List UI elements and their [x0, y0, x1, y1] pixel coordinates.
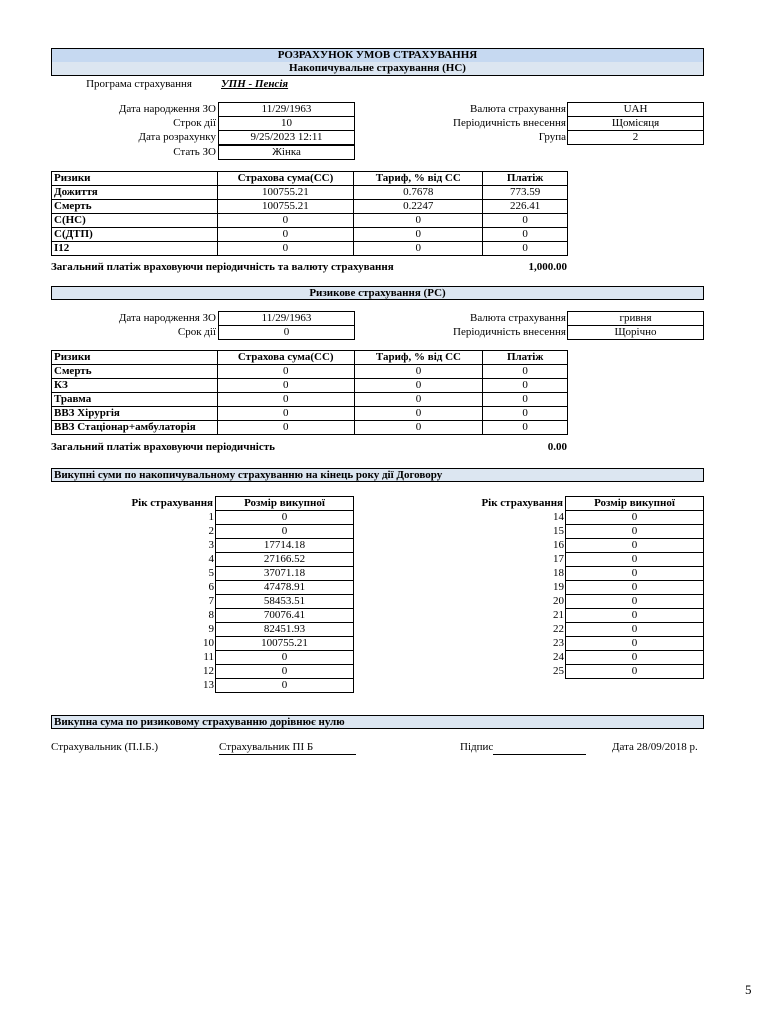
year: 12 — [203, 665, 214, 677]
year: 4 — [208, 553, 214, 565]
table-row — [401, 553, 704, 567]
buyout-amount: 0 — [566, 511, 704, 525]
buyout-amount: 0 — [566, 637, 704, 651]
buyout-amount: 27166.52 — [216, 553, 354, 567]
risk-name: І12 — [52, 242, 218, 256]
signature-line — [493, 740, 586, 755]
insured-sum: 0 — [217, 407, 354, 421]
tariff: 0.2247 — [354, 200, 483, 214]
buyout-col-year: Рік страхування — [131, 497, 213, 509]
insured-sum: 0 — [217, 393, 354, 407]
risk-name: Дожиття — [52, 186, 218, 200]
rs-col-sum: Страхова сума(СС) — [217, 351, 354, 365]
year: 5 — [208, 567, 214, 579]
document-date: Дата 28/09/2018 р. — [612, 741, 698, 753]
ns-gender-label: Стать ЗО — [173, 146, 216, 158]
rs-table-header-row — [52, 351, 568, 365]
payment: 0 — [483, 365, 568, 379]
buyout-table-left — [51, 496, 354, 693]
ns-birthdate-label: Дата народження ЗО — [118, 103, 216, 115]
insured-sum: 0 — [217, 365, 354, 379]
tariff: 0 — [354, 242, 483, 256]
year: 6 — [208, 581, 214, 593]
rs-total-label: Загальний платіж враховуючи періодичність — [51, 441, 275, 453]
buyout-amount: 0 — [566, 609, 704, 623]
table-row — [51, 581, 354, 595]
rs-periodicity-value: Щорічно — [567, 325, 704, 340]
risk-name: КЗ — [52, 379, 218, 393]
table-row — [51, 553, 354, 567]
ns-calc-date-label: Дата розрахунку — [138, 131, 216, 143]
rs-periodicity-label: Періодичність внесення — [453, 326, 566, 338]
buyout-amount: 0 — [566, 525, 704, 539]
buyout-amount: 0 — [566, 623, 704, 637]
payment: 0 — [483, 407, 568, 421]
table-row — [51, 595, 354, 609]
buyout-amount: 0 — [566, 651, 704, 665]
insured-sum: 0 — [217, 379, 354, 393]
table-row — [401, 511, 704, 525]
buyout-table-right — [401, 496, 704, 679]
table-row — [51, 623, 354, 637]
payment: 0 — [483, 379, 568, 393]
rs-currency-value: гривня — [567, 311, 704, 326]
tariff: 0 — [354, 228, 483, 242]
buyout-amount: 0 — [566, 539, 704, 553]
program-value: УПН - Пенсія — [221, 78, 289, 90]
table-row — [401, 595, 704, 609]
year: 9 — [208, 623, 214, 635]
table-row — [51, 637, 354, 651]
risk-name: Смерть — [52, 365, 218, 379]
ns-col-payment: Платіж — [483, 172, 568, 186]
payment: 0 — [483, 393, 568, 407]
table-row — [52, 200, 568, 214]
rs-col-risks: Ризики — [52, 351, 218, 365]
risk-name: ВВЗ Хірургія — [52, 407, 218, 421]
rs-total-value: 0.00 — [547, 441, 567, 453]
year: 3 — [208, 539, 214, 551]
program-label: Програма страхування — [86, 78, 192, 90]
insured-sum: 0 — [217, 214, 354, 228]
table-row — [401, 651, 704, 665]
year: 25 — [553, 665, 564, 677]
ns-birthdate-value: 11/29/1963 — [218, 102, 355, 117]
buyout-amount: 0 — [216, 665, 354, 679]
year: 7 — [208, 595, 214, 607]
table-row — [401, 637, 704, 651]
ns-col-sum: Страхова сума(СС) — [217, 172, 354, 186]
ns-group-label: Група — [538, 131, 566, 143]
year: 16 — [553, 539, 564, 551]
ns-total-label: Загальний платіж враховуючи періодичність та валюту страхування — [51, 261, 394, 273]
year: 13 — [203, 679, 214, 691]
ns-term-value: 10 — [218, 116, 355, 131]
ns-total-value: 1,000.00 — [528, 261, 567, 273]
buyout-amount: 47478.91 — [216, 581, 354, 595]
rs-total — [51, 440, 567, 454]
year: 19 — [553, 581, 564, 593]
table-row — [52, 421, 568, 435]
payment: 0 — [483, 421, 568, 435]
ns-section-header: Накопичувальне страхування (НС) — [51, 62, 704, 76]
table-row — [51, 609, 354, 623]
ns-periodicity-value: Щомісяця — [567, 116, 704, 131]
ns-risks-table — [51, 171, 568, 256]
insured-sum: 100755.21 — [217, 186, 354, 200]
buyout-left-header-row — [51, 497, 354, 511]
risk-name: Травма — [52, 393, 218, 407]
year: 21 — [553, 609, 564, 621]
ns-group-value: 2 — [567, 130, 704, 145]
tariff: 0 — [354, 214, 483, 228]
ns-col-tariff: Тариф, % від СС — [354, 172, 483, 186]
tariff: 0 — [354, 407, 483, 421]
signature-label: Підпис — [460, 741, 494, 753]
payment: 0 — [483, 214, 568, 228]
year: 15 — [553, 525, 564, 537]
page-title: РОЗРАХУНОК УМОВ СТРАХУВАННЯ — [51, 48, 704, 62]
tariff: 0 — [354, 393, 483, 407]
table-row — [51, 539, 354, 553]
risk-buyout-note: Викупна сума по ризиковому страхуванню дорівнює нулю — [51, 715, 704, 729]
year: 18 — [553, 567, 564, 579]
ns-periodicity-label: Періодичність внесення — [453, 117, 566, 129]
buyout-section-header: Викупні суми по накопичувальному страхуванню на кінець року дії Договору — [51, 468, 704, 482]
table-row — [401, 665, 704, 679]
buyout-amount: 0 — [216, 525, 354, 539]
year: 22 — [553, 623, 564, 635]
rs-term-value: 0 — [218, 325, 355, 340]
risk-name: ВВЗ Стаціонар+амбулаторія — [52, 421, 218, 435]
year: 8 — [208, 609, 214, 621]
buyout-amount: 58453.51 — [216, 595, 354, 609]
buyout-right-header-row — [401, 497, 704, 511]
buyout-amount: 82451.93 — [216, 623, 354, 637]
ns-col-risks: Ризики — [52, 172, 218, 186]
buyout-amount: 100755.21 — [216, 637, 354, 651]
table-row — [401, 539, 704, 553]
signature-field — [460, 740, 586, 755]
table-row — [52, 365, 568, 379]
year: 11 — [203, 651, 214, 663]
rs-currency-label: Валюта страхування — [469, 312, 566, 324]
rs-col-payment: Платіж — [483, 351, 568, 365]
ns-gender-value: Жінка — [218, 145, 355, 160]
table-row — [51, 665, 354, 679]
rs-col-tariff: Тариф, % від СС — [354, 351, 483, 365]
table-row — [401, 567, 704, 581]
rs-birthdate-value: 11/29/1963 — [218, 311, 355, 326]
insured-sum: 100755.21 — [217, 200, 354, 214]
ns-term-label: Строк дії — [173, 117, 216, 129]
buyout-amount: 0 — [566, 665, 704, 679]
table-row — [51, 525, 354, 539]
rs-section-header: Ризикове страхування (РС) — [51, 286, 704, 300]
table-row — [51, 511, 354, 525]
buyout-col-size-right: Розмір викупної — [566, 497, 704, 511]
ns-currency-label: Валюта страхування — [469, 103, 566, 115]
table-row — [52, 242, 568, 256]
table-row — [52, 186, 568, 200]
tariff: 0 — [354, 379, 483, 393]
buyout-amount: 0 — [566, 553, 704, 567]
rs-birthdate-label: Дата народження ЗО — [118, 312, 216, 324]
insurer-name-value: Страхувальник ПІ Б — [219, 740, 356, 755]
year: 14 — [553, 511, 564, 523]
ns-total — [51, 260, 567, 274]
page-number: 5 — [745, 982, 752, 997]
year: 17 — [553, 553, 564, 565]
year: 20 — [553, 595, 564, 607]
table-row — [401, 581, 704, 595]
insured-sum: 0 — [217, 421, 354, 435]
tariff: 0.7678 — [354, 186, 483, 200]
buyout-amount: 0 — [566, 581, 704, 595]
year: 24 — [553, 651, 564, 663]
payment: 0 — [483, 228, 568, 242]
ns-table-header-row — [52, 172, 568, 186]
table-row — [52, 407, 568, 421]
table-row — [52, 214, 568, 228]
table-row — [52, 228, 568, 242]
buyout-amount: 0 — [216, 511, 354, 525]
buyout-amount: 17714.18 — [216, 539, 354, 553]
ns-currency-value: UAH — [567, 102, 704, 117]
insured-sum: 0 — [217, 242, 354, 256]
table-row — [52, 393, 568, 407]
insurer-name — [219, 740, 356, 755]
rs-term-label: Срок дії — [177, 326, 216, 338]
table-row — [51, 567, 354, 581]
payment: 773.59 — [483, 186, 568, 200]
buyout-amount: 0 — [216, 679, 354, 693]
year: 2 — [208, 525, 214, 537]
payment: 0 — [483, 242, 568, 256]
table-row — [401, 623, 704, 637]
year: 23 — [553, 637, 564, 649]
buyout-col-year-right: Рік страхування — [481, 497, 563, 509]
ns-calc-date-value: 9/25/2023 12:11 — [218, 130, 355, 145]
insured-sum: 0 — [217, 228, 354, 242]
insurer-label: Страхувальник (П.І.Б.) — [51, 741, 158, 753]
year: 10 — [203, 637, 214, 649]
buyout-amount: 0 — [216, 651, 354, 665]
table-row — [401, 525, 704, 539]
risk-name: Смерть — [52, 200, 218, 214]
buyout-amount: 0 — [566, 567, 704, 581]
risk-name: С(НС) — [52, 214, 218, 228]
tariff: 0 — [354, 421, 483, 435]
table-row — [51, 651, 354, 665]
buyout-amount: 70076.41 — [216, 609, 354, 623]
table-row — [51, 679, 354, 693]
rs-risks-table — [51, 350, 568, 435]
risk-name: С(ДТП) — [52, 228, 218, 242]
buyout-amount: 37071.18 — [216, 567, 354, 581]
payment: 226.41 — [483, 200, 568, 214]
buyout-amount: 0 — [566, 595, 704, 609]
buyout-col-size: Розмір викупної — [216, 497, 354, 511]
table-row — [401, 609, 704, 623]
table-row — [52, 379, 568, 393]
tariff: 0 — [354, 365, 483, 379]
year: 1 — [208, 511, 214, 523]
